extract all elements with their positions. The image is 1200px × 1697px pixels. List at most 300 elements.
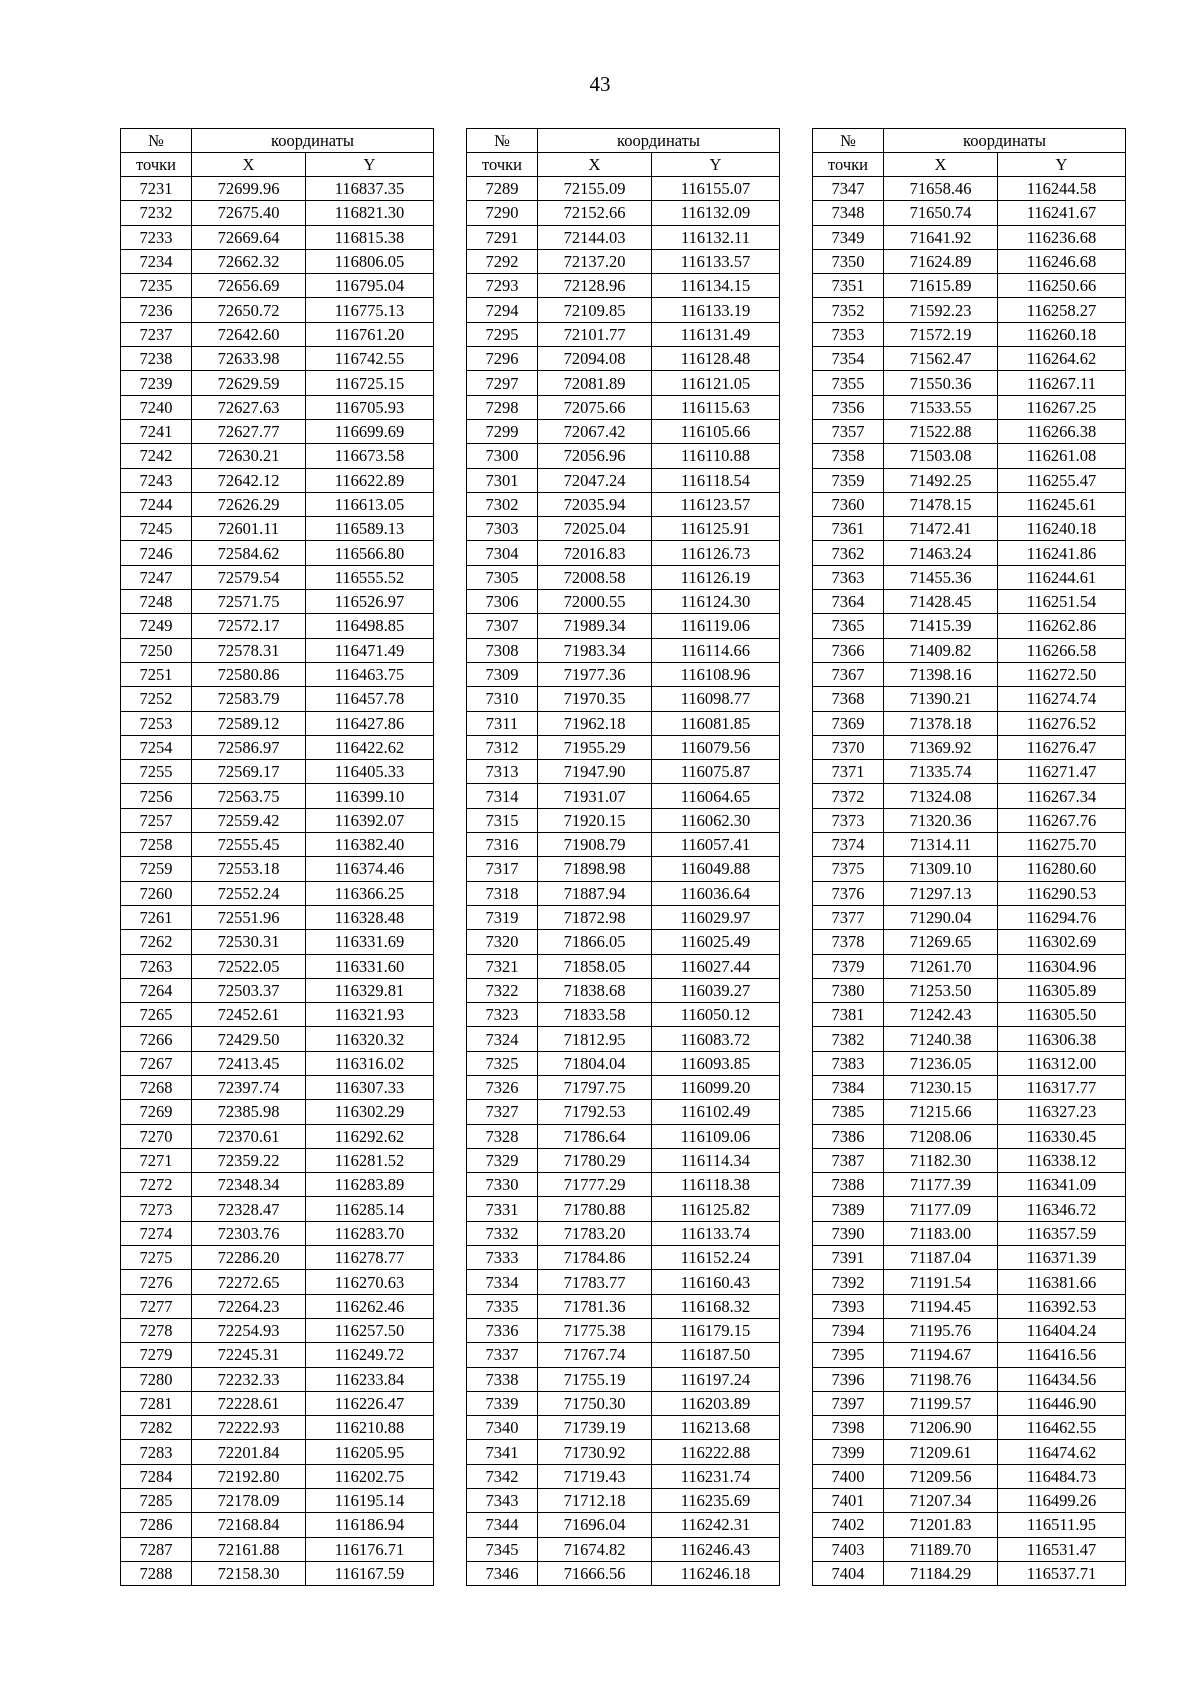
x-coordinate-cell: 71641.92	[884, 225, 998, 249]
x-coordinate-cell: 72067.42	[538, 419, 652, 443]
y-coordinate-cell: 116114.34	[652, 1148, 780, 1172]
point-number-cell: 7358	[813, 444, 884, 468]
x-coordinate-cell: 72359.22	[192, 1148, 306, 1172]
y-coordinate-cell: 116049.88	[652, 857, 780, 881]
table-row	[121, 662, 434, 686]
y-coordinate-cell: 116555.52	[306, 565, 434, 589]
point-number-cell: 7393	[813, 1294, 884, 1318]
table-row	[467, 177, 780, 201]
table-row	[813, 954, 1126, 978]
point-number-cell: 7340	[467, 1416, 538, 1440]
table-row	[121, 614, 434, 638]
y-coordinate-cell: 116474.62	[998, 1440, 1126, 1464]
x-coordinate-cell: 72559.42	[192, 808, 306, 832]
x-coordinate-cell: 71719.43	[538, 1464, 652, 1488]
table-row	[121, 298, 434, 322]
table-row	[467, 1100, 780, 1124]
point-number-header: №	[467, 129, 538, 153]
point-number-cell: 7396	[813, 1367, 884, 1391]
x-coordinate-cell: 71797.75	[538, 1075, 652, 1099]
y-coordinate-cell: 116306.38	[998, 1027, 1126, 1051]
y-coordinate-cell: 116381.66	[998, 1270, 1126, 1294]
point-number-cell: 7248	[121, 590, 192, 614]
y-coordinate-cell: 116099.20	[652, 1075, 780, 1099]
y-coordinate-cell: 116267.76	[998, 808, 1126, 832]
table-row	[467, 444, 780, 468]
table-row	[813, 517, 1126, 541]
point-number-cell: 7376	[813, 881, 884, 905]
y-coordinate-cell: 116462.55	[998, 1416, 1126, 1440]
y-coordinate-cell: 116108.96	[652, 662, 780, 686]
x-coordinate-cell: 71297.13	[884, 881, 998, 905]
point-number-cell: 7382	[813, 1027, 884, 1051]
point-number-cell: 7251	[121, 662, 192, 686]
y-coordinate-cell: 116118.54	[652, 468, 780, 492]
y-coordinate-cell: 116405.33	[306, 760, 434, 784]
point-number-cell: 7307	[467, 614, 538, 638]
x-coordinate-cell: 71783.77	[538, 1270, 652, 1294]
table-row	[813, 1246, 1126, 1270]
y-coordinate-cell: 116179.15	[652, 1318, 780, 1342]
point-number-cell: 7372	[813, 784, 884, 808]
y-coordinate-cell: 116537.71	[998, 1561, 1126, 1585]
y-coordinate-cell: 116274.74	[998, 687, 1126, 711]
y-coordinate-cell: 116258.27	[998, 298, 1126, 322]
y-coordinate-cell: 116195.14	[306, 1489, 434, 1513]
point-number-cell: 7274	[121, 1221, 192, 1245]
x-coordinate-cell: 71624.89	[884, 249, 998, 273]
y-coordinate-cell: 116260.18	[998, 322, 1126, 346]
point-number-cell: 7255	[121, 760, 192, 784]
point-number-cell: 7259	[121, 857, 192, 881]
x-coordinate-cell: 72555.45	[192, 833, 306, 857]
coordinates-header: координаты	[192, 129, 434, 153]
table-row	[121, 492, 434, 516]
y-coordinate-cell: 116050.12	[652, 1003, 780, 1027]
table-row	[813, 1221, 1126, 1245]
table-row	[813, 1561, 1126, 1585]
table-row	[813, 322, 1126, 346]
x-coordinate-cell: 71194.45	[884, 1294, 998, 1318]
table-row	[813, 444, 1126, 468]
table-row	[121, 1464, 434, 1488]
x-coordinate-cell: 72675.40	[192, 201, 306, 225]
y-coordinate-cell: 116235.69	[652, 1489, 780, 1513]
y-coordinate-cell: 116285.14	[306, 1197, 434, 1221]
x-coordinate-cell: 72572.17	[192, 614, 306, 638]
table-row	[813, 371, 1126, 395]
x-coordinate-cell: 71398.16	[884, 662, 998, 686]
y-coordinate-cell: 116133.57	[652, 249, 780, 273]
table-row	[813, 930, 1126, 954]
y-coordinate-cell: 116613.05	[306, 492, 434, 516]
x-coordinate-cell: 71572.19	[884, 322, 998, 346]
table-row	[467, 1197, 780, 1221]
table-row	[467, 1537, 780, 1561]
y-coordinate-cell: 116125.82	[652, 1197, 780, 1221]
y-coordinate-cell: 116079.56	[652, 735, 780, 759]
y-coordinate-cell: 116241.86	[998, 541, 1126, 565]
point-number-cell: 7240	[121, 395, 192, 419]
point-number-cell: 7299	[467, 419, 538, 443]
y-coordinate-cell: 116039.27	[652, 978, 780, 1002]
x-coordinate-cell: 72589.12	[192, 711, 306, 735]
point-number-cell: 7395	[813, 1343, 884, 1367]
x-coordinate-cell: 72047.24	[538, 468, 652, 492]
point-number-cell: 7390	[813, 1221, 884, 1245]
x-coordinate-cell: 72551.96	[192, 905, 306, 929]
x-coordinate-cell: 71812.95	[538, 1027, 652, 1051]
x-coordinate-cell: 71184.29	[884, 1561, 998, 1585]
point-label-header: точки	[467, 153, 538, 177]
table-row	[813, 905, 1126, 929]
x-coordinate-cell: 71858.05	[538, 954, 652, 978]
x-coordinate-cell: 71309.10	[884, 857, 998, 881]
table-row	[813, 1173, 1126, 1197]
x-coordinate-cell: 71977.36	[538, 662, 652, 686]
x-coordinate-cell: 71230.15	[884, 1075, 998, 1099]
x-coordinate-cell: 71783.20	[538, 1221, 652, 1245]
point-number-cell: 7370	[813, 735, 884, 759]
x-coordinate-cell: 72222.93	[192, 1416, 306, 1440]
x-coordinate-cell: 71755.19	[538, 1367, 652, 1391]
x-coordinate-cell: 72025.04	[538, 517, 652, 541]
y-coordinate-cell: 116255.47	[998, 468, 1126, 492]
table-row	[813, 1343, 1126, 1367]
table-row	[467, 881, 780, 905]
point-number-cell: 7311	[467, 711, 538, 735]
y-coordinate-cell: 116280.60	[998, 857, 1126, 881]
table-row	[813, 784, 1126, 808]
table-row	[813, 1318, 1126, 1342]
y-coordinate-cell: 116307.33	[306, 1075, 434, 1099]
x-coordinate-cell: 71269.65	[884, 930, 998, 954]
table-row	[467, 1464, 780, 1488]
point-number-cell: 7284	[121, 1464, 192, 1488]
table-row	[467, 1221, 780, 1245]
point-number-cell: 7365	[813, 614, 884, 638]
table-row	[467, 833, 780, 857]
point-number-cell: 7342	[467, 1464, 538, 1488]
point-number-cell: 7351	[813, 274, 884, 298]
x-coordinate-cell: 71390.21	[884, 687, 998, 711]
table-row	[121, 784, 434, 808]
x-coordinate-cell: 71206.90	[884, 1416, 998, 1440]
y-coordinate-cell: 116357.59	[998, 1221, 1126, 1245]
table-row	[467, 1440, 780, 1464]
y-coordinate-cell: 116499.26	[998, 1489, 1126, 1513]
point-number-cell: 7261	[121, 905, 192, 929]
table-row	[467, 395, 780, 419]
point-number-cell: 7397	[813, 1391, 884, 1415]
x-header: X	[884, 153, 998, 177]
y-coordinate-cell: 116278.77	[306, 1246, 434, 1270]
point-number-cell: 7344	[467, 1513, 538, 1537]
x-header: X	[538, 153, 652, 177]
y-coordinate-cell: 116294.76	[998, 905, 1126, 929]
table-row	[813, 590, 1126, 614]
x-coordinate-cell: 71792.53	[538, 1100, 652, 1124]
x-coordinate-cell: 71290.04	[884, 905, 998, 929]
y-coordinate-cell: 116304.96	[998, 954, 1126, 978]
x-coordinate-cell: 72008.58	[538, 565, 652, 589]
y-coordinate-cell: 116233.84	[306, 1367, 434, 1391]
y-coordinate-cell: 116531.47	[998, 1537, 1126, 1561]
table-row	[813, 711, 1126, 735]
x-coordinate-cell: 72553.18	[192, 857, 306, 881]
y-coordinate-cell: 116240.18	[998, 517, 1126, 541]
point-number-cell: 7329	[467, 1148, 538, 1172]
table-row	[467, 1003, 780, 1027]
table-row	[813, 419, 1126, 443]
x-coordinate-cell: 71492.25	[884, 468, 998, 492]
y-coordinate-cell: 116264.62	[998, 347, 1126, 371]
x-coordinate-cell: 71947.90	[538, 760, 652, 784]
x-coordinate-cell: 71261.70	[884, 954, 998, 978]
y-coordinate-cell: 116283.89	[306, 1173, 434, 1197]
point-number-cell: 7260	[121, 881, 192, 905]
y-coordinate-cell: 116036.64	[652, 881, 780, 905]
y-coordinate-cell: 116093.85	[652, 1051, 780, 1075]
table-row	[467, 274, 780, 298]
point-number-cell: 7264	[121, 978, 192, 1002]
table-row	[121, 517, 434, 541]
point-number-cell: 7327	[467, 1100, 538, 1124]
point-number-cell: 7263	[121, 954, 192, 978]
x-coordinate-cell: 72642.60	[192, 322, 306, 346]
x-coordinate-cell: 71962.18	[538, 711, 652, 735]
table-row	[813, 1513, 1126, 1537]
table-row	[467, 1367, 780, 1391]
x-coordinate-cell: 71428.45	[884, 590, 998, 614]
point-number-cell: 7348	[813, 201, 884, 225]
y-coordinate-cell: 116064.65	[652, 784, 780, 808]
x-coordinate-cell: 72254.93	[192, 1318, 306, 1342]
point-number-cell: 7294	[467, 298, 538, 322]
x-coordinate-cell: 71833.58	[538, 1003, 652, 1027]
point-number-cell: 7268	[121, 1075, 192, 1099]
point-number-cell: 7314	[467, 784, 538, 808]
x-coordinate-cell: 72583.79	[192, 687, 306, 711]
x-coordinate-cell: 71767.74	[538, 1343, 652, 1367]
x-coordinate-cell: 72669.64	[192, 225, 306, 249]
point-number-cell: 7341	[467, 1440, 538, 1464]
y-coordinate-cell: 116083.72	[652, 1027, 780, 1051]
point-number-cell: 7303	[467, 517, 538, 541]
y-coordinate-cell: 116262.46	[306, 1294, 434, 1318]
x-coordinate-cell: 72161.88	[192, 1537, 306, 1561]
x-coordinate-cell: 71696.04	[538, 1513, 652, 1537]
table-row	[467, 590, 780, 614]
y-coordinate-cell: 116114.66	[652, 638, 780, 662]
point-number-cell: 7355	[813, 371, 884, 395]
table-row	[813, 492, 1126, 516]
y-coordinate-cell: 116250.66	[998, 274, 1126, 298]
table-row	[121, 177, 434, 201]
x-coordinate-cell: 72601.11	[192, 517, 306, 541]
table-row	[121, 1051, 434, 1075]
table-row	[121, 1100, 434, 1124]
point-number-cell: 7316	[467, 833, 538, 857]
table-row	[467, 347, 780, 371]
x-coordinate-cell: 72144.03	[538, 225, 652, 249]
point-number-cell: 7279	[121, 1343, 192, 1367]
table-row	[813, 1416, 1126, 1440]
x-coordinate-cell: 72580.86	[192, 662, 306, 686]
y-coordinate-cell: 116290.53	[998, 881, 1126, 905]
table-row	[467, 1561, 780, 1585]
x-coordinate-cell: 71522.88	[884, 419, 998, 443]
point-number-cell: 7298	[467, 395, 538, 419]
table-row	[813, 565, 1126, 589]
table-row	[813, 249, 1126, 273]
table-row	[813, 1197, 1126, 1221]
point-number-cell: 7330	[467, 1173, 538, 1197]
y-coordinate-cell: 116699.69	[306, 419, 434, 443]
point-number-cell: 7404	[813, 1561, 884, 1585]
point-number-cell: 7283	[121, 1440, 192, 1464]
x-coordinate-cell: 71784.86	[538, 1246, 652, 1270]
y-coordinate-cell: 116025.49	[652, 930, 780, 954]
y-coordinate-cell: 116132.11	[652, 225, 780, 249]
y-coordinate-cell: 116463.75	[306, 662, 434, 686]
x-coordinate-cell: 71666.56	[538, 1561, 652, 1585]
y-coordinate-cell: 116622.89	[306, 468, 434, 492]
x-coordinate-cell: 72348.34	[192, 1173, 306, 1197]
point-number-cell: 7249	[121, 614, 192, 638]
point-number-cell: 7269	[121, 1100, 192, 1124]
point-number-cell: 7243	[121, 468, 192, 492]
point-number-cell: 7375	[813, 857, 884, 881]
x-coordinate-cell: 72522.05	[192, 954, 306, 978]
y-coordinate-cell: 116203.89	[652, 1391, 780, 1415]
point-number-cell: 7290	[467, 201, 538, 225]
point-number-cell: 7324	[467, 1027, 538, 1051]
x-coordinate-cell: 72303.76	[192, 1221, 306, 1245]
y-coordinate-cell: 116155.07	[652, 177, 780, 201]
table-row	[121, 1561, 434, 1585]
y-coordinate-cell: 116244.61	[998, 565, 1126, 589]
y-coordinate-cell: 116236.68	[998, 225, 1126, 249]
table-row	[467, 711, 780, 735]
table-row	[121, 1246, 434, 1270]
table-row	[813, 298, 1126, 322]
point-number-cell: 7313	[467, 760, 538, 784]
table-row	[121, 565, 434, 589]
table-row	[813, 1124, 1126, 1148]
y-coordinate-cell: 116176.71	[306, 1537, 434, 1561]
y-coordinate-cell: 116202.75	[306, 1464, 434, 1488]
y-coordinate-cell: 116261.08	[998, 444, 1126, 468]
table-row	[813, 1051, 1126, 1075]
point-number-cell: 7388	[813, 1173, 884, 1197]
x-coordinate-cell: 72452.61	[192, 1003, 306, 1027]
table-row	[813, 614, 1126, 638]
point-number-cell: 7400	[813, 1464, 884, 1488]
x-coordinate-cell: 72201.84	[192, 1440, 306, 1464]
x-coordinate-cell: 71194.67	[884, 1343, 998, 1367]
x-coordinate-cell: 72245.31	[192, 1343, 306, 1367]
table-row	[121, 1197, 434, 1221]
y-coordinate-cell: 116761.20	[306, 322, 434, 346]
point-number-cell: 7237	[121, 322, 192, 346]
point-number-cell: 7231	[121, 177, 192, 201]
table-row	[467, 905, 780, 929]
x-coordinate-cell: 71786.64	[538, 1124, 652, 1148]
y-coordinate-cell: 116187.50	[652, 1343, 780, 1367]
point-number-cell: 7336	[467, 1318, 538, 1342]
y-coordinate-cell: 116416.56	[998, 1343, 1126, 1367]
table-row	[121, 419, 434, 443]
y-coordinate-cell: 116121.05	[652, 371, 780, 395]
x-coordinate-cell: 71177.39	[884, 1173, 998, 1197]
y-coordinate-cell: 116246.18	[652, 1561, 780, 1585]
point-number-cell: 7317	[467, 857, 538, 881]
y-coordinate-cell: 116118.38	[652, 1173, 780, 1197]
x-coordinate-cell: 71236.05	[884, 1051, 998, 1075]
point-number-cell: 7234	[121, 249, 192, 273]
point-number-cell: 7369	[813, 711, 884, 735]
x-coordinate-cell: 72569.17	[192, 760, 306, 784]
table-row	[813, 662, 1126, 686]
x-coordinate-cell: 71838.68	[538, 978, 652, 1002]
y-coordinate-cell: 116374.46	[306, 857, 434, 881]
table-row	[813, 1100, 1126, 1124]
point-number-cell: 7287	[121, 1537, 192, 1561]
x-coordinate-cell: 72626.29	[192, 492, 306, 516]
y-coordinate-cell: 116673.58	[306, 444, 434, 468]
table-row	[121, 760, 434, 784]
x-coordinate-cell: 71920.15	[538, 808, 652, 832]
table-row	[813, 687, 1126, 711]
y-coordinate-cell: 116725.15	[306, 371, 434, 395]
table-row	[121, 1318, 434, 1342]
y-coordinate-cell: 116341.09	[998, 1173, 1126, 1197]
x-coordinate-cell: 72579.54	[192, 565, 306, 589]
x-coordinate-cell: 71191.54	[884, 1270, 998, 1294]
y-coordinate-cell: 116262.86	[998, 614, 1126, 638]
table-row	[121, 638, 434, 662]
y-coordinate-cell: 116197.24	[652, 1367, 780, 1391]
point-number-cell: 7315	[467, 808, 538, 832]
y-coordinate-cell: 116267.25	[998, 395, 1126, 419]
point-number-cell: 7242	[121, 444, 192, 468]
table-row	[467, 954, 780, 978]
y-coordinate-cell: 116327.23	[998, 1100, 1126, 1124]
y-coordinate-cell: 116283.70	[306, 1221, 434, 1245]
point-number-cell: 7266	[121, 1027, 192, 1051]
x-coordinate-cell: 71209.56	[884, 1464, 998, 1488]
y-coordinate-cell: 116302.29	[306, 1100, 434, 1124]
y-coordinate-cell: 116815.38	[306, 225, 434, 249]
point-number-cell: 7332	[467, 1221, 538, 1245]
table-row	[121, 687, 434, 711]
y-coordinate-cell: 116328.48	[306, 905, 434, 929]
table-row	[467, 735, 780, 759]
table-row	[121, 881, 434, 905]
y-coordinate-cell: 116316.02	[306, 1051, 434, 1075]
point-number-cell: 7280	[121, 1367, 192, 1391]
point-number-cell: 7308	[467, 638, 538, 662]
y-coordinate-cell: 116331.69	[306, 930, 434, 954]
x-coordinate-cell: 71369.92	[884, 735, 998, 759]
y-coordinate-cell: 116109.06	[652, 1124, 780, 1148]
table-row	[813, 1464, 1126, 1488]
table-row	[813, 468, 1126, 492]
table-row	[121, 1513, 434, 1537]
table-row	[121, 541, 434, 565]
y-coordinate-cell: 116251.54	[998, 590, 1126, 614]
